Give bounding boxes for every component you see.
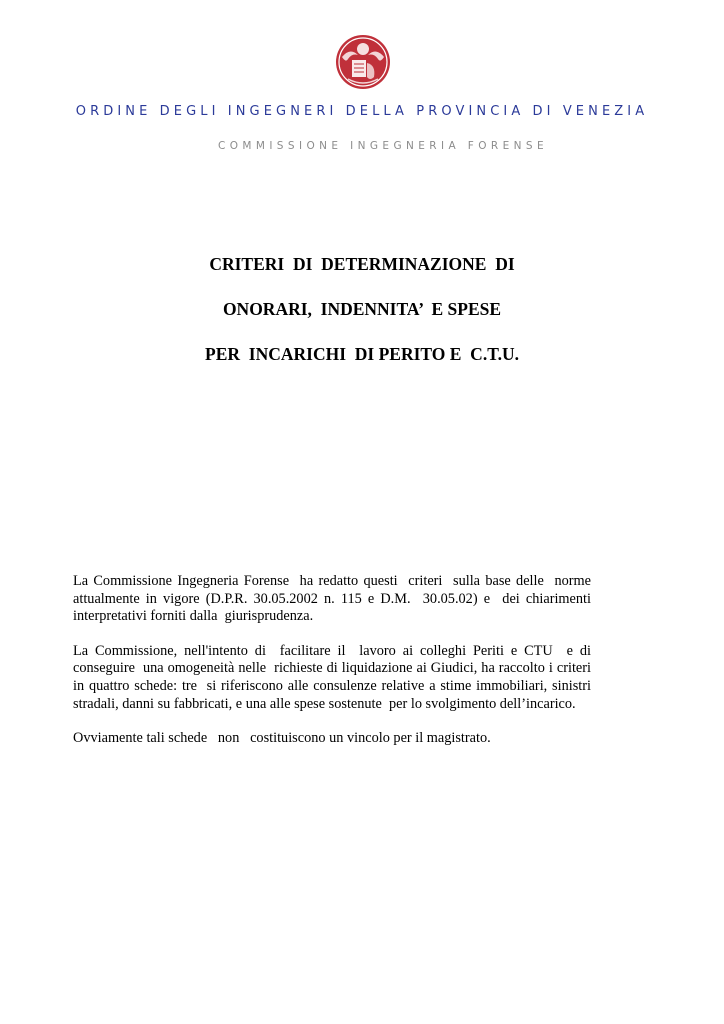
title-line-1: CRITERI DI DETERMINAZIONE DI bbox=[209, 254, 515, 274]
document-title bbox=[0, 250, 724, 385]
title-line-3: PER INCARICHI DI PERITO E C.T.U. bbox=[205, 344, 519, 364]
paragraph-3: Ovviamente tali schede non costituiscono un vincolo per il magistrato. bbox=[73, 730, 491, 747]
paragraph-2: La Commissione, nell'intento di facilitare il lavoro ai colleghi Periti e CTU e di conseguire una omogeneità nelle richieste di liquidazione ai Giudici, ha raccolto i criteri in quattro schede: tre si riferiscono alle consulenze relative a stime immobiliari, sinistri stradali, danni su fabbricati, e una alle spese sostenute per lo svolgimento dell’incarico. bbox=[73, 642, 599, 712]
commission-subtitle: COMMISSIONE INGEGNERIA FORENSE bbox=[218, 140, 548, 152]
organization-title: ORDINE DEGLI INGEGNERI DELLA PROVINCIA DI VENEZIA bbox=[75, 104, 649, 119]
body-text bbox=[73, 573, 599, 765]
title-line-2: ONORARI, INDENNITA’ E SPESE bbox=[222, 299, 502, 319]
lion-of-saint-mark-seal-icon bbox=[334, 33, 392, 91]
paragraph-1: La Commissione Ingegneria Forense ha redatto questi criteri sulla base delle norme attualmente in vigore (D.P.R. 30.05.2002 n. 115 e D.M. 30.05.02) e dei chiarimenti interpretativi forniti dalla giurisprudenza. bbox=[73, 573, 595, 625]
